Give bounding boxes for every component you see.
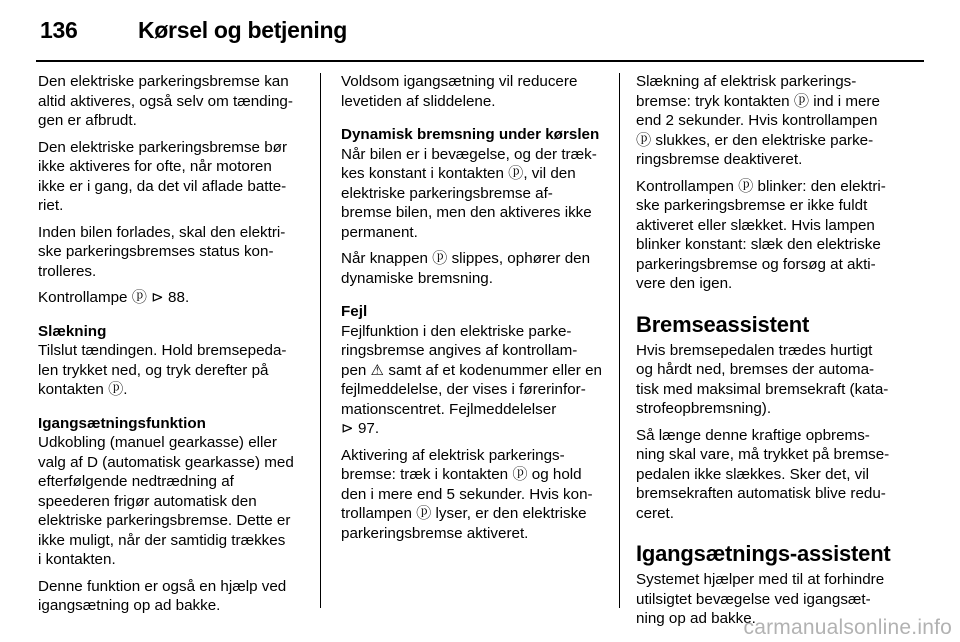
paragraph: Inden bilen forlades, skal den elektri- ske parkeringsbremses status kon- trolleres. [38, 223, 286, 280]
paragraph: Så længe denne kraftige opbrems- ning skal vare, må trykket på bremse- pedalen ikke slækkes. Sker det, vil bremsekraften automatisk blive redu- ceret. [636, 426, 890, 522]
paragraph: Kontrollampe ⓟ ⊳ 88. [38, 289, 190, 306]
subheading-fault: Fejl [341, 303, 368, 320]
paragraph: Hvis bremsepedalen trædes hurtigt og hårdt ned, bremses der automa- tisk med maksimal bremsekraft (kata- strofeopbremsning). [636, 341, 889, 417]
paragraph: Aktivering af elektrisk parkerings- bremse: træk i kontakten ⓟ og hold den i mere end 5 sekunder. Hvis kon- trollampen ⓟ lyser, er den elektriske parkeringsbremse aktiveret. [341, 446, 593, 542]
paragraph: Fejlfunktion i den elektriske parke- ringsbremse angives af kontrollam- pen ⚠ samt af et kodenummer eller en fejlmeddelelse, der vises i førerinfor- mationscentret. Fejlmeddelelser ⊳ 97. [341, 322, 602, 437]
paragraph: Kontrollampen ⓟ blinker: den elektri- ske parkeringsbremse er ikke fuldt aktiveret eller slækket. Hvis lampen blinker konstant: slæk den elektriske parkeringsbremse og forsøg at akti- vere den igen. [636, 177, 886, 292]
section-heading-hill-start-assist: Igangsætnings-assistent [636, 541, 891, 566]
paragraph: Slækning af elektrisk parkerings- bremse: tryk kontakten ⓟ ind i mere end 2 sekunder. Hvis kontrollampen ⓟ slukkes, er den elektriske parke- ringsbremse deaktiveret. [636, 73, 880, 168]
subheading-drive-away: Igangsætningsfunktion [38, 414, 206, 432]
paragraph: Når bilen er i bevægelse, og der træk- kes konstant i kontakten ⓟ, vil den elektriske parkeringsbremse af- bremse bilen, men den aktiveres ikke permanent. [341, 145, 597, 241]
paragraph: Udkobling (manuel gearkasse) eller valg af D (automatisk gearkasse) med efterfølgende nedtrædning af speederen frigør automatisk den elektriske parkeringsbremse. Dette er ikke muligt, når der samtidig trækkes i kontakten. [38, 434, 294, 568]
column-1 [38, 72, 306, 623]
column-divider [320, 73, 321, 608]
paragraph: Denne funktion er også en hjælp ved igangsætning op ad bakke. [38, 577, 287, 614]
column-divider [619, 73, 620, 608]
subheading-dynamic-braking: Dynamisk bremsning under kørslen [341, 126, 600, 143]
chapter-title: Kørsel og betjening [138, 17, 347, 43]
column-2 [341, 72, 609, 550]
paragraph: Tilslut tændingen. Hold bremsepeda- len trykket ned, og tryk derefter på kontakten ⓟ. [38, 342, 287, 398]
paragraph: Den elektriske parkeringsbremse kan altid aktiveres, også selv om tænding- gen er afbrudt. [38, 73, 293, 129]
section-heading-brake-assist: Bremseassistent [636, 311, 810, 337]
paragraph: Den elektriske parkeringsbremse bør ikke aktiveres for ofte, når motoren ikke er i gang, da det vil aflade batte- riet. [38, 138, 287, 214]
paragraph: Voldsom igangsætning vil reducere levetiden af sliddelene. [341, 73, 578, 110]
paragraph: Når knappen ⓟ slippes, ophører den dynamiske bremsning. [341, 250, 591, 287]
column-3 [636, 72, 902, 636]
header-rule [36, 60, 924, 62]
page-header [36, 0, 924, 60]
subheading-release: Slækning [38, 322, 107, 340]
page-number: 136 [40, 17, 78, 43]
watermark: carmanualsonline.info [743, 616, 952, 639]
paragraph: Systemet hjælper med til at forhindre utilsigtet bevægelse ved igangsæt- ning op ad bakke. [636, 571, 885, 627]
